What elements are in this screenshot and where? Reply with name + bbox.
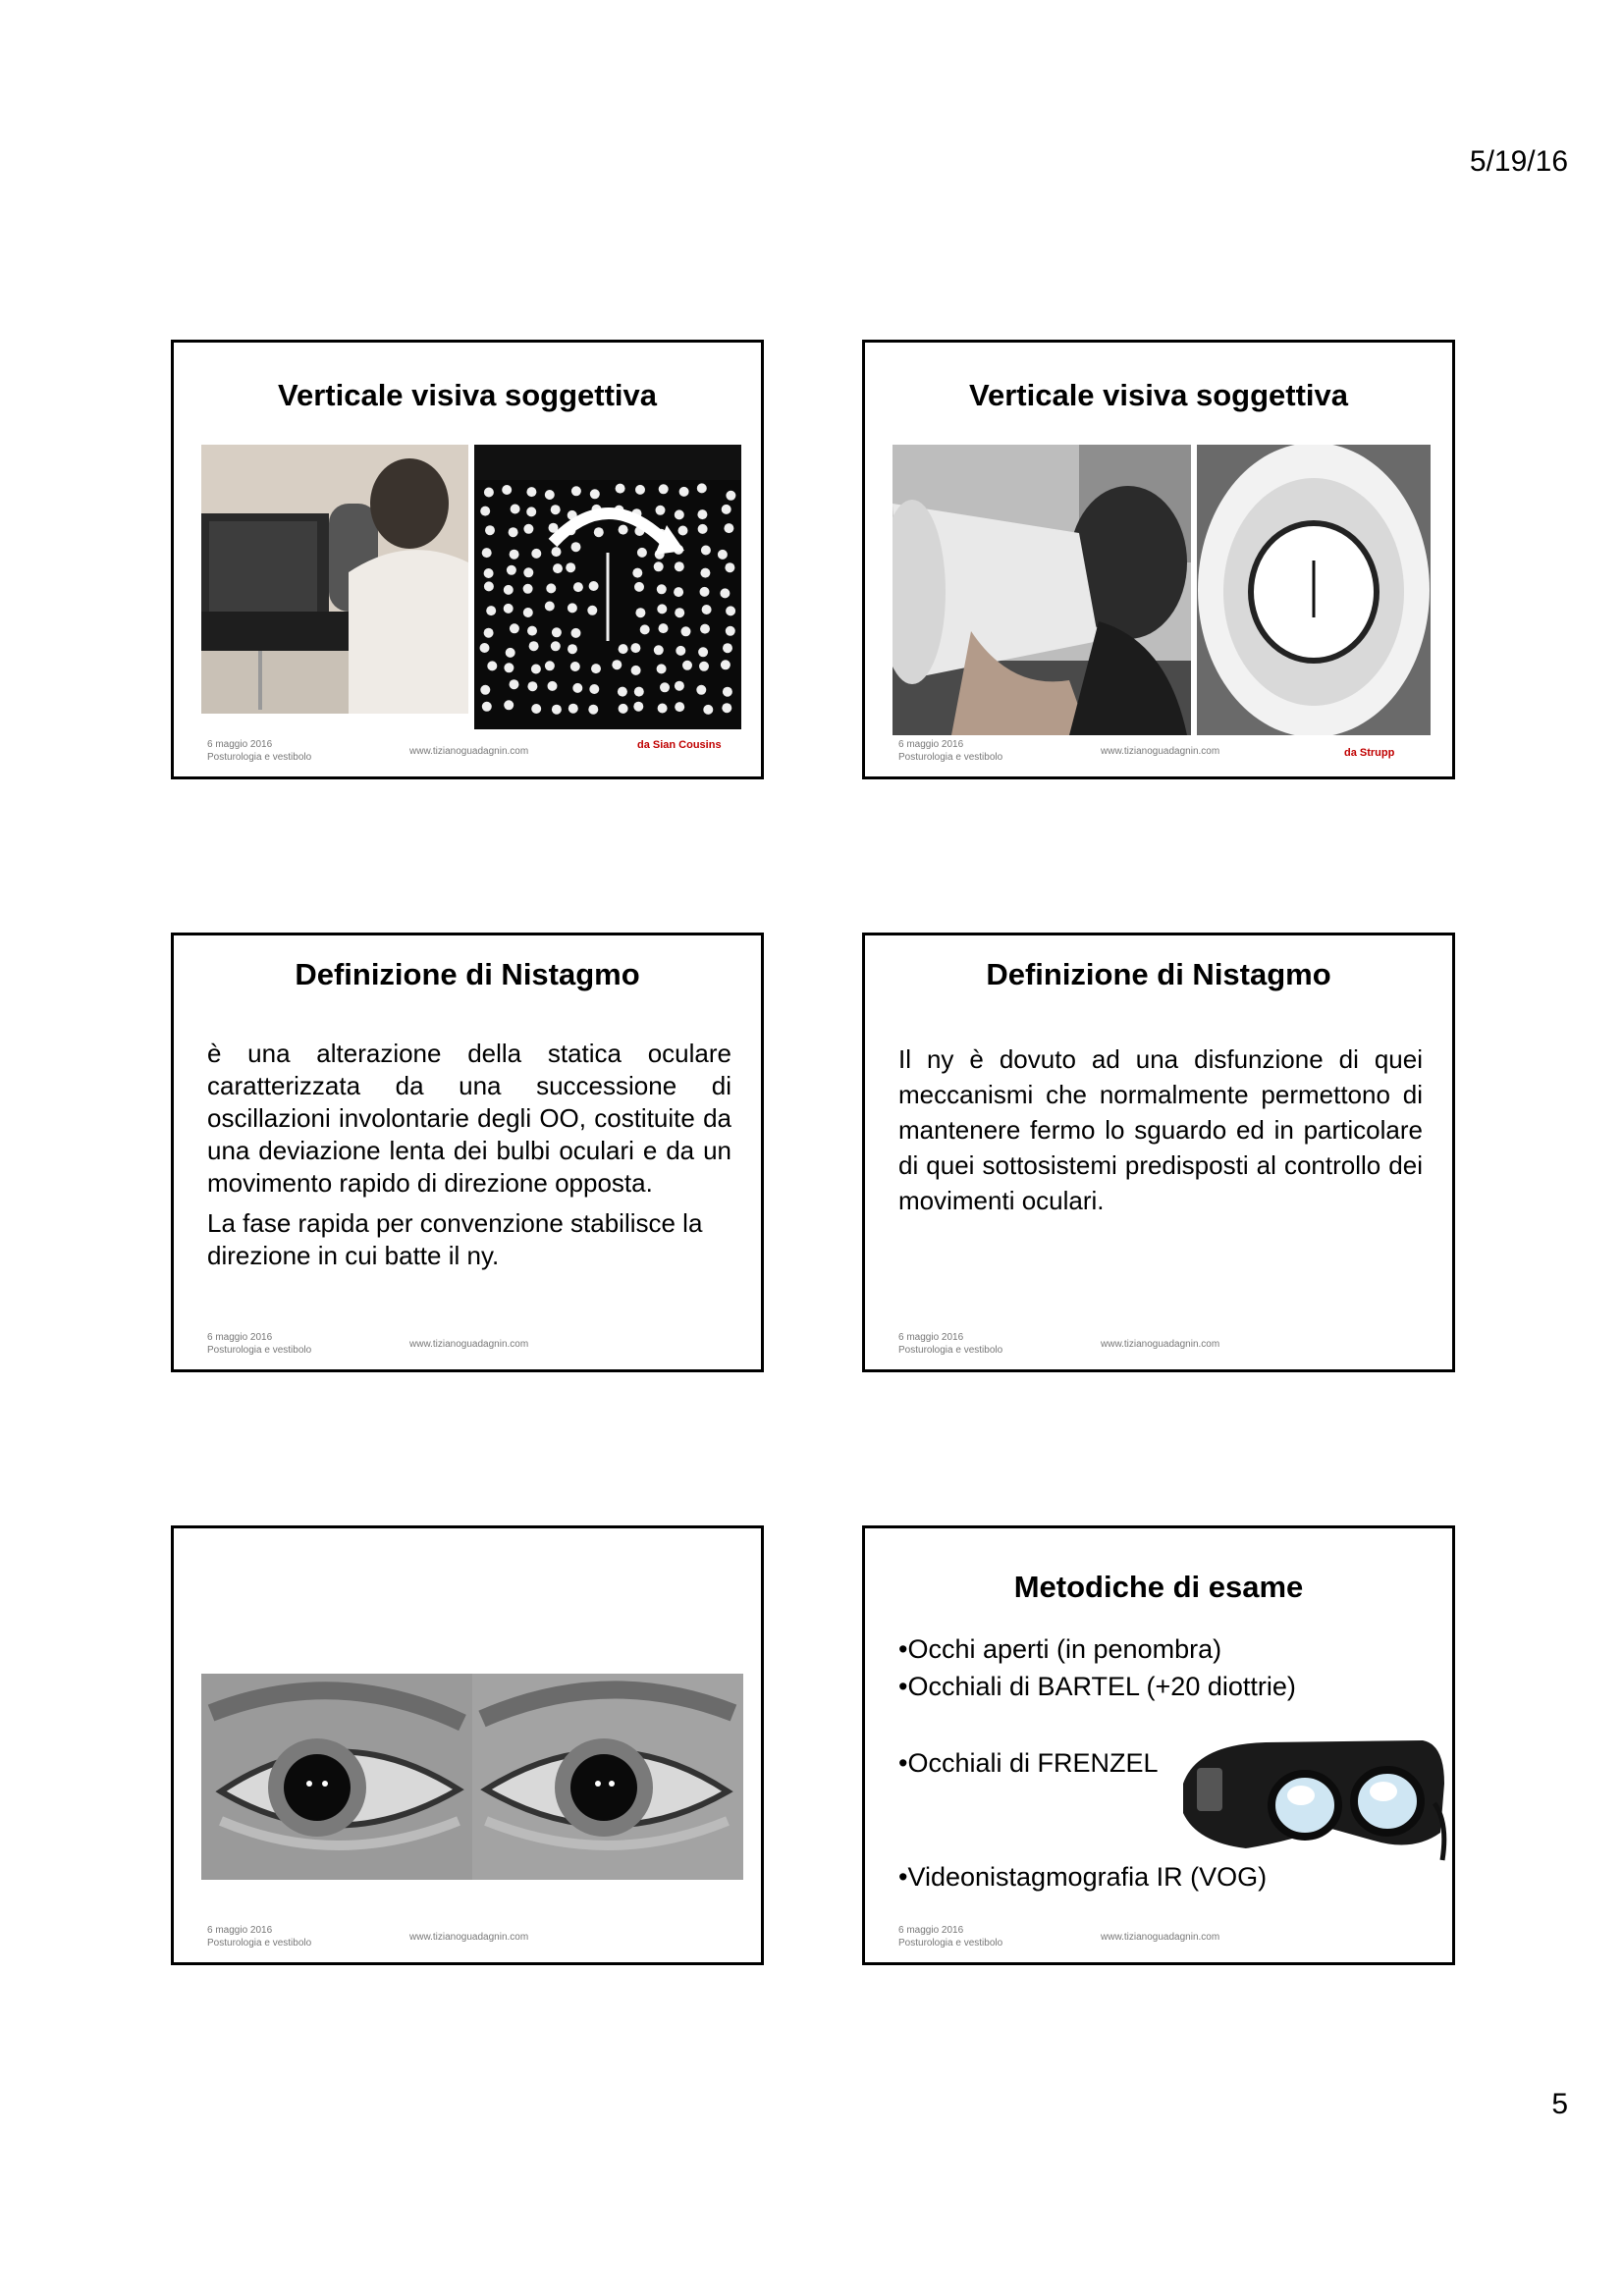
photo-eyes-infrared	[201, 1674, 743, 1880]
dot	[675, 509, 684, 519]
dot	[631, 666, 641, 675]
dot	[545, 602, 555, 612]
dot	[571, 628, 581, 638]
photo-person-bucket-test	[893, 445, 1191, 735]
page-date: 5/19/16	[1469, 145, 1568, 178]
dot	[723, 687, 732, 697]
slide-body	[898, 1041, 1423, 1226]
dot	[551, 505, 561, 514]
dot	[633, 702, 643, 712]
dot	[630, 643, 640, 653]
slide-footer-date: 6 maggio 2016 Posturologia e vestibolo	[207, 1925, 312, 1949]
dot	[511, 505, 520, 514]
dot	[657, 604, 667, 614]
dot	[659, 484, 669, 494]
dot	[676, 646, 685, 656]
dot	[523, 608, 533, 617]
dot	[612, 660, 622, 669]
dot	[697, 483, 707, 493]
dot	[594, 527, 604, 537]
dot	[698, 647, 708, 657]
dot	[637, 548, 647, 558]
dot	[573, 582, 583, 592]
dot	[486, 606, 496, 615]
body-paragraph: Il ny è dovuto ad una disfunzione di quei meccanismi che normalmente permettono di mantenere fermo lo sguardo ed in particolare di quei sottosistemi predisposti al controllo dei movimenti oculari.	[898, 1044, 1423, 1215]
dot	[480, 507, 490, 516]
dot	[725, 562, 734, 572]
dot	[700, 624, 710, 634]
dot	[552, 627, 562, 637]
slide-body	[207, 1038, 731, 1280]
slide-footer-date: 6 maggio 2016 Posturologia e vestibolo	[207, 1332, 312, 1356]
dot	[618, 687, 627, 697]
slide-definizione-nistagmo-1	[171, 933, 764, 1372]
slide-footer-date: 6 maggio 2016 Posturologia e vestibolo	[898, 1925, 1003, 1949]
dot	[507, 565, 516, 575]
dot	[698, 524, 708, 534]
dot	[568, 644, 577, 654]
dot	[679, 487, 689, 497]
dot	[484, 628, 494, 638]
slide-verticale-visiva-1	[171, 340, 764, 779]
dot	[640, 624, 650, 634]
dot	[531, 704, 541, 714]
dot	[657, 664, 667, 673]
slide-verticale-visiva-2	[862, 340, 1455, 779]
dot	[656, 506, 666, 515]
dot	[721, 660, 730, 669]
photo-subject-looking-into-drum	[201, 445, 468, 714]
dot	[531, 665, 541, 674]
dot	[674, 587, 683, 597]
page-number: 5	[1551, 2088, 1568, 2120]
slide-footer-site: www.tizianoguadagnin.com	[409, 1932, 529, 1943]
dot	[635, 485, 645, 495]
bullet-item: •Videonistagmografia IR (VOG)	[898, 1862, 1268, 1892]
dot	[589, 684, 599, 694]
dot	[720, 588, 730, 598]
slide-metodiche-esame	[862, 1525, 1455, 1965]
dot	[675, 702, 684, 712]
dot	[722, 703, 731, 713]
dot	[480, 685, 490, 695]
dot	[482, 702, 492, 712]
dot	[553, 563, 563, 573]
dot	[509, 527, 518, 537]
dot	[701, 546, 711, 556]
slide-footer-site: www.tizianoguadagnin.com	[409, 746, 529, 757]
bullet-item: •Occhiali di BARTEL (+20 diottrie)	[898, 1672, 1296, 1701]
dot	[523, 524, 533, 534]
dot	[480, 643, 490, 653]
slide-title: Metodiche di esame	[1013, 1570, 1304, 1604]
slide-title: Verticale visiva soggettiva	[969, 378, 1348, 412]
dot	[502, 485, 512, 495]
dot	[726, 606, 735, 615]
body-paragraph: La fase rapida per convenzione stabilisce la direzione in cui batte il ny.	[207, 1208, 703, 1270]
dot	[485, 525, 495, 535]
slide-eyes-image	[171, 1525, 764, 1965]
dot	[527, 681, 537, 691]
dot	[545, 490, 555, 500]
dot	[675, 561, 684, 571]
dot	[484, 488, 494, 498]
dot	[504, 604, 514, 614]
bullet-item: •Occhiali di FRENZEL	[898, 1748, 1159, 1778]
dot	[568, 603, 577, 613]
dot	[506, 648, 515, 658]
dot	[699, 662, 709, 671]
dot	[551, 641, 561, 651]
dot	[696, 685, 706, 695]
dot	[657, 584, 667, 594]
dot	[616, 484, 625, 494]
dot	[591, 664, 601, 673]
dot	[703, 705, 713, 715]
dot	[634, 582, 644, 592]
dot	[718, 550, 728, 560]
slide-footer-date: 6 maggio 2016 Posturologia e vestibolo	[898, 739, 1003, 763]
dot	[545, 661, 555, 670]
dot	[510, 679, 519, 689]
slide-footer-site: www.tizianoguadagnin.com	[1101, 1339, 1220, 1350]
dot	[700, 568, 710, 578]
dot	[589, 581, 599, 591]
dot	[546, 583, 556, 593]
dot	[635, 608, 645, 617]
dot	[523, 567, 533, 577]
dot	[568, 704, 578, 714]
dot	[660, 682, 670, 692]
dot	[654, 645, 664, 655]
slide-footer-site: www.tizianoguadagnin.com	[409, 1339, 529, 1350]
slide-footer-site: www.tizianoguadagnin.com	[1101, 1932, 1220, 1943]
image-credit: da Sian Cousins	[637, 739, 722, 751]
dot	[504, 585, 514, 595]
slide-footer-date: 6 maggio 2016 Posturologia e vestibolo	[207, 739, 312, 763]
dot	[571, 542, 581, 552]
bullet-item: •Occhi aperti (in penombra)	[898, 1634, 1222, 1664]
dot	[654, 561, 664, 571]
dot	[619, 644, 628, 654]
dot	[504, 700, 514, 710]
dot	[571, 486, 581, 496]
dot	[697, 509, 707, 519]
dot	[634, 687, 644, 697]
dot	[510, 550, 519, 560]
dot	[529, 641, 539, 651]
dot	[526, 507, 536, 516]
slide-definizione-nistagmo-2	[862, 933, 1455, 1372]
dot	[570, 662, 580, 671]
dot	[587, 606, 597, 615]
dot	[531, 549, 541, 559]
body-paragraph: è una alterazione della statica oculare caratterizzata da una successione di oscillazioni involontarie degli OO, costituite da una deviazione lenta dei bulbi oculari e da un movimento rapido di direzione opposta.	[207, 1039, 731, 1198]
photo-inside-bucket-line	[1197, 445, 1431, 735]
dot	[588, 705, 598, 715]
dot	[510, 623, 519, 633]
slide-title: Definizione di Nistagmo	[295, 957, 640, 991]
dot	[552, 547, 562, 557]
dot	[658, 704, 668, 714]
dot	[504, 663, 514, 672]
dot	[566, 562, 575, 572]
dot	[702, 605, 712, 614]
dot	[632, 568, 642, 578]
dot	[722, 505, 731, 514]
dot	[726, 491, 735, 501]
dot	[675, 681, 684, 691]
image-credit: da Strupp	[1344, 747, 1395, 759]
dot	[682, 661, 692, 670]
dot	[482, 548, 492, 558]
dot	[681, 626, 691, 636]
slide-footer-date: 6 maggio 2016 Posturologia e vestibolo	[898, 1332, 1003, 1356]
dot	[590, 489, 600, 499]
dot	[726, 626, 735, 636]
slide-title: Verticale visiva soggettiva	[278, 378, 657, 412]
frenzel-goggles-image	[1177, 1725, 1448, 1862]
dot	[523, 584, 533, 594]
dot	[484, 581, 494, 591]
dot	[548, 681, 558, 691]
dot	[487, 661, 497, 670]
slide-footer-site: www.tizianoguadagnin.com	[1101, 746, 1220, 757]
dot	[572, 683, 582, 693]
image-dot-field-rotation	[474, 445, 741, 729]
dot	[527, 626, 537, 636]
dot	[700, 587, 710, 597]
slide-title: Definizione di Nistagmo	[986, 957, 1331, 991]
dot	[659, 623, 669, 633]
dot	[484, 568, 494, 578]
dot	[723, 643, 732, 653]
dot	[619, 704, 628, 714]
dot	[619, 525, 628, 535]
dot	[675, 608, 684, 617]
dot	[678, 526, 688, 536]
dot	[526, 487, 536, 497]
dot	[724, 523, 733, 533]
dot	[552, 705, 562, 715]
